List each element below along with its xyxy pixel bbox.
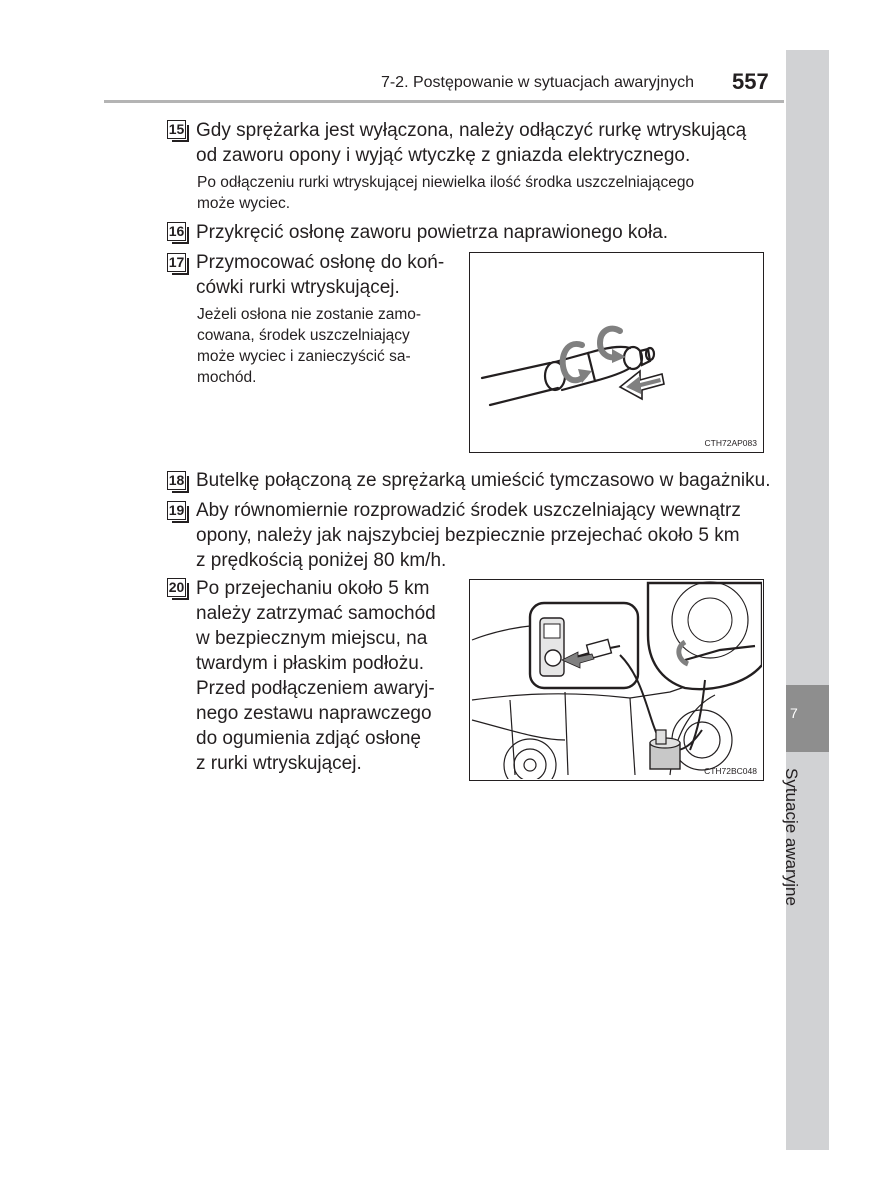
note-line: Po odłączeniu rurki wtryskującej niewielka ilość środka uszczelniającego <box>197 174 695 191</box>
tube-upper-edge <box>482 363 550 378</box>
page-number: 557 <box>732 69 769 94</box>
step-number-17: 17 <box>168 254 185 270</box>
step-19-text <box>196 498 766 573</box>
direction-arrow <box>620 371 664 399</box>
text-line: cówki rurki wtryskującej. <box>196 277 400 298</box>
step-number-19: 19 <box>168 502 185 518</box>
step-number-16: 16 <box>168 223 185 239</box>
step-number-15: 15 <box>168 121 185 137</box>
tube-lower-edge <box>490 388 558 405</box>
header-section-title: 7-2. Postępowanie w sytuacjach awaryjnych <box>380 74 694 91</box>
text-line: Aby równomiernie rozprowadzić środek uszczelniający wewnątrz <box>196 500 741 521</box>
text-line: Przykręcić osłonę zaworu powietrza naprawionego koła. <box>196 222 669 243</box>
figure-code: CTH72AP083 <box>704 438 757 448</box>
car-repair-kit-figure <box>469 579 764 781</box>
step-18-text <box>196 468 771 493</box>
tire-valve-inset <box>648 582 762 689</box>
text-line: opony, należy jak najszybciej bezpiecznie przejechać około 5 km <box>196 525 740 546</box>
header-rule <box>104 100 784 103</box>
figure-code: CTH72BC048 <box>704 766 757 776</box>
text-line: z prędkością poniżej 80 km/h. <box>196 550 447 571</box>
text-line: Butelkę połączoną ze sprężarką umieścić tymczasowo w bagażniku. <box>196 470 771 491</box>
note-line: cowana, środek uszczelniający <box>197 327 410 344</box>
note-line: mochód. <box>197 369 257 386</box>
step-17-note <box>197 304 455 388</box>
text-line: do ogumienia zdjąć osłonę <box>196 728 421 749</box>
text-line: od zaworu opony i wyjąć wtyczkę z gniazda elektrycznego. <box>196 145 691 166</box>
power-socket-inset <box>530 603 638 688</box>
note-line: może wyciec i zanieczyścić sa- <box>197 348 411 365</box>
text-line: Przed podłączeniem awaryj- <box>196 678 435 699</box>
repair-kit-compressor <box>650 730 680 769</box>
text-line: Po przejechaniu około 5 km <box>196 578 430 599</box>
step-20-text <box>196 576 454 776</box>
chapter-number: 7 <box>790 705 798 721</box>
text-line: należy zatrzymać samochód <box>196 603 436 624</box>
step-number-18: 18 <box>168 472 185 488</box>
text-line: Przymocować osłonę do koń- <box>196 252 445 273</box>
step-17-text <box>196 250 454 300</box>
note-line: może wyciec. <box>197 195 291 212</box>
chapter-title: Sytuacje awaryjne <box>782 768 801 906</box>
step-16-text <box>196 220 766 245</box>
side-tab <box>786 50 829 1150</box>
text-line: twardym i płaskim podłożu. <box>196 653 425 674</box>
text-line: w bezpiecznym miejscu, na <box>196 628 428 649</box>
step-15-note <box>197 172 767 214</box>
cap-installation-figure <box>469 252 764 453</box>
text-line: z rurki wtryskującej. <box>196 753 362 774</box>
note-line: Jeżeli osłona nie zostanie zamo- <box>197 306 422 323</box>
step-number-20: 20 <box>168 579 185 595</box>
car-repair-kit-illustration <box>470 580 762 779</box>
cap-installation-illustration <box>470 253 762 451</box>
text-line: nego zestawu naprawczego <box>196 703 432 724</box>
step-15-text <box>196 118 766 168</box>
text-line: Gdy sprężarka jest wyłączona, należy odłączyć rurkę wtryskującą <box>196 120 747 141</box>
